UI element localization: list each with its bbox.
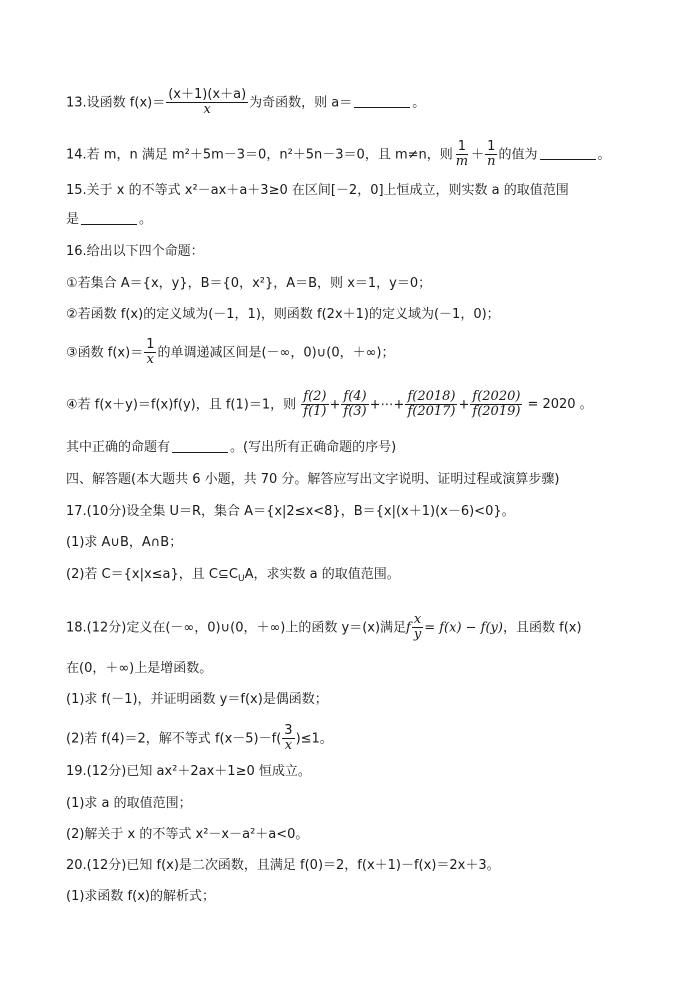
q16-p4-c-numerator: f(2018) — [407, 389, 456, 404]
q17-p2-a: (2)若 C＝{x|x≤a}，且 C⊆C — [66, 567, 238, 582]
q15-end: 。 — [139, 212, 153, 227]
q16-intro: 16.给出以下四个命题： — [66, 244, 204, 259]
q16-p4-plus-1: + — [329, 397, 341, 413]
q16-p4-d-denominator: f(2019) — [472, 404, 521, 420]
q15-line-1: 15.关于 x 的不等式 x²－ax＋a＋3≥0 在区间[－2，0]上恒成立，则实数 a 的取值范围 — [66, 183, 569, 198]
question-19-stem — [66, 763, 311, 781]
q16-p3-fraction — [144, 338, 156, 368]
q18-p2-a: (2)若 f(4)＝2，解不等式 f(x－5)－f( — [66, 731, 282, 747]
q19-p1: (1)求 a 的取值范围； — [66, 796, 192, 811]
question-13 — [66, 88, 425, 118]
q18-stem-b: = f(x) − f(y) — [424, 620, 503, 636]
q17-p2-b: A，求实数 a 的取值范围。 — [244, 567, 400, 582]
q18-p1: (1)求 f(－1)，并证明函数 y＝f(x)是偶函数； — [66, 692, 328, 707]
q18-stem-fraction — [412, 613, 423, 643]
q16-answer-suffix: 。(写出所有正确命题的序号) — [230, 440, 397, 455]
q16-p4-result: = 2020 。 — [527, 397, 593, 413]
question-17-stem — [66, 503, 515, 521]
q16-p4-fraction-b — [341, 390, 368, 420]
q19-p2: (2)解关于 x 的不等式 x²－x－a²＋a<0。 — [66, 827, 309, 842]
q13-prefix: 13.设函数 f(x)＝ — [66, 95, 166, 111]
q18-p2-numerator: 3 — [284, 723, 293, 738]
q14-suffix: 的值为 — [498, 147, 538, 163]
q14-f2-denominator: n — [487, 154, 496, 170]
q16-p4-dots: +⋯+ — [369, 397, 405, 413]
q17-p2-subscript: U — [237, 574, 245, 584]
q18-p2-fraction — [282, 724, 294, 754]
q14-f2-numerator: 1 — [487, 139, 496, 154]
q14-fraction-1 — [454, 140, 470, 170]
question-16-intro — [66, 243, 204, 261]
question-14 — [66, 140, 611, 170]
q20-stem: 20.(12分)已知 f(x)是二次函数，且满足 f(0)＝2，f(x＋1)－f(x)＝2x＋3。 — [66, 858, 500, 873]
q17-p1: (1)求 A∪B，A∩B； — [66, 535, 183, 550]
q16-p4-fraction-c — [405, 390, 457, 420]
question-19-part-2 — [66, 826, 308, 844]
q20-p1: (1)求函数 f(x)的解析式； — [66, 889, 215, 904]
question-20-part-1 — [66, 888, 215, 906]
q13-end: 。 — [412, 95, 426, 111]
q13-numerator: (x＋1)(x＋a) — [168, 87, 247, 102]
q16-answer-blank — [172, 452, 228, 453]
q13-answer-blank — [354, 107, 410, 108]
question-20-stem — [66, 857, 500, 875]
q14-answer-blank — [540, 159, 596, 160]
q18-stem-numerator: x — [413, 612, 422, 627]
q16-p4-c-denominator: f(2017) — [407, 404, 456, 420]
q18-stem-c: ，且函数 f(x) — [502, 620, 582, 636]
q16-p4-plus-2: + — [458, 397, 470, 413]
q16-p4-fraction-a — [301, 390, 328, 420]
q18-stem-2: 在(0，＋∞)上是增函数。 — [66, 661, 213, 676]
q16-p4-a-denominator: f(1) — [303, 404, 327, 420]
q16-p4-b-denominator: f(3) — [343, 404, 367, 420]
question-16-proposition-1 — [66, 275, 431, 293]
section-4-heading — [66, 471, 560, 489]
q17-stem: 17.(10分)设全集 U＝R，集合 A＝{x|2≤x<8}，B＝{x|(x＋1)(x－6)<0}。 — [66, 504, 515, 519]
q16-p2: ②若函数 f(x)的定义域为(－1，1)，则函数 f(2x＋1)的定义域为(－1，0)； — [66, 307, 500, 322]
question-17-part-1 — [66, 534, 182, 552]
q15-answer-blank — [81, 224, 137, 225]
question-15-line-2 — [66, 211, 152, 229]
q16-p3-numerator: 1 — [146, 337, 155, 352]
q18-stem-denominator: y — [413, 627, 422, 643]
q16-p3-suffix: 的单调递减区间是(－∞，0)∪(0，＋∞)； — [157, 345, 395, 361]
question-18-part-1 — [66, 691, 328, 709]
q19-stem: 19.(12分)已知 ax²＋2ax＋1≥0 恒成立。 — [66, 764, 311, 779]
q18-stem-f: f — [406, 620, 411, 636]
q14-end: 。 — [597, 147, 611, 163]
q13-fraction — [166, 88, 248, 118]
question-15-line-1 — [66, 182, 569, 200]
q18-p2-b: )≤1。 — [295, 731, 333, 747]
q13-suffix: 为奇函数，则 a＝ — [249, 95, 353, 111]
question-16-answer — [66, 439, 396, 457]
question-16-proposition-2 — [66, 306, 500, 324]
q18-stem-a: 18.(12分)定义在(－∞，0)∪(0，＋∞)上的函数 y＝(x)满足 — [66, 620, 407, 636]
q16-p4-b-numerator: f(4) — [343, 389, 367, 404]
q18-p2-denominator: x — [284, 738, 293, 754]
question-18-part-2 — [66, 724, 333, 754]
q16-p1: ①若集合 A＝{x，y}，B＝{0，x²}，A＝B，则 x＝1，y＝0； — [66, 276, 432, 291]
question-17-part-2 — [66, 566, 400, 588]
q16-p4-d-numerator: f(2020) — [472, 389, 521, 404]
q16-p4-fraction-d — [470, 390, 522, 420]
q14-f1-denominator: m — [455, 154, 469, 170]
q16-answer-prefix: 其中正确的命题有 — [66, 440, 171, 455]
question-18-stem — [66, 613, 582, 643]
q14-plus: ＋ — [471, 147, 485, 163]
question-19-part-1 — [66, 795, 192, 813]
q14-f1-numerator: 1 — [457, 139, 467, 154]
q16-p3-denominator: x — [146, 352, 155, 368]
question-16-proposition-4 — [66, 390, 593, 420]
q14-prefix: 14.若 m，n 满足 m²＋5m－3＝0，n²＋5n－3＝0，且 m≠n，则 — [66, 147, 453, 163]
q14-fraction-2 — [485, 140, 497, 170]
section-4-text: 四、解答题(本大题共 6 小题，共 70 分。解答应写出文字说明、证明过程或演算步骤) — [66, 472, 560, 487]
question-16-proposition-3 — [66, 338, 395, 368]
q15-line-2: 是 — [66, 212, 80, 227]
q16-p4-a-numerator: f(2) — [303, 389, 327, 404]
question-18-stem-line-2 — [66, 660, 212, 678]
q13-denominator: x — [203, 102, 211, 118]
q16-p3-prefix: ③函数 f(x)＝ — [66, 345, 144, 361]
q16-p4-prefix: ④若 f(x＋y)＝f(x)f(y)，且 f(1)＝1，则 — [66, 397, 297, 413]
